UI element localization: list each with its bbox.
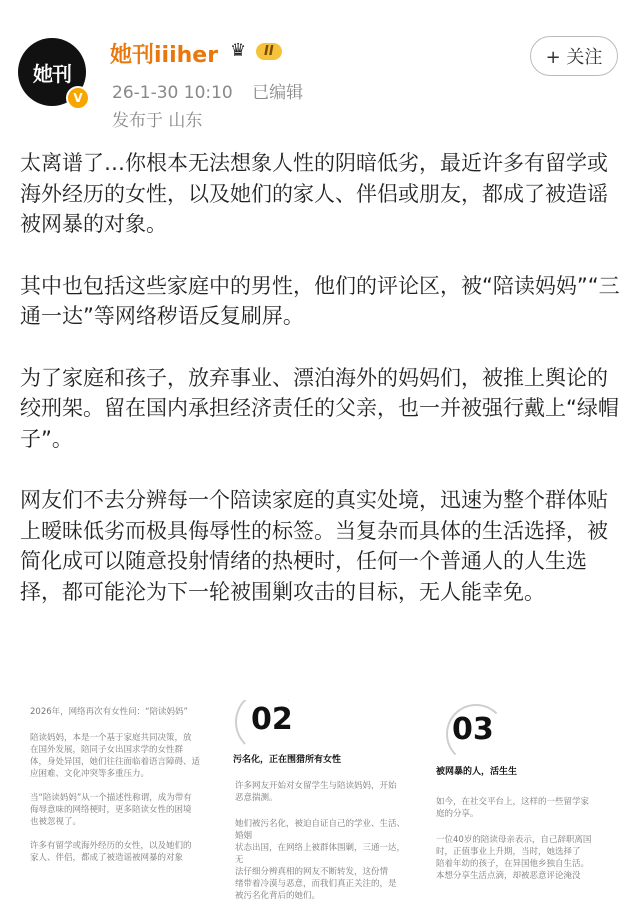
card-text: 陪读妈妈，本是一个基于家庭共同决策，放 [30, 733, 192, 743]
card-text: 应困难、文化冲突等多重压力。 [30, 769, 150, 779]
card-number: 03 [452, 712, 494, 747]
avatar-text: 她刊 [33, 61, 71, 86]
paragraph: 其中也包括这些家庭中的男性，他们的评论区，被“陪读妈妈”“三通一达”等网络秽语反复刷屏。 [20, 273, 620, 328]
card-text: 恶意揣测。 [235, 793, 278, 803]
card-text: 在国外发展，陪同子女出国求学的女性群 [30, 745, 184, 755]
card-text: 当“陪读妈妈”从一个描述性称谓，成为带有 [30, 793, 192, 803]
card-text: 2026年，网络再次有女性问：“陪读妈妈” [30, 707, 188, 717]
card-text: 陪着年幼的孩子，在异国他乡独自生活。 [436, 859, 590, 869]
card-text: 体，身处异国，她们往往面临着语言障碍、适 [30, 757, 201, 767]
card-text: 法仔细分辨真相的网友不断转发，这份情 [235, 867, 389, 877]
follow-button[interactable]: + 关注 [530, 36, 618, 76]
card-subtitle: 污名化，正在围猎所有女性 [233, 755, 342, 765]
card-text: 许多网友开始对女留学生与陪读妈妈，开始 [235, 781, 397, 791]
card-text: 许多有留学或海外经历的女性，以及她们的 [30, 841, 192, 851]
level-badge [230, 40, 282, 62]
card-text: 绪带着冷漠与恶意，而我们真正关注的，是 [235, 879, 397, 889]
verified-icon: V [66, 86, 90, 110]
card-text: 如今，在社交平台上，这样的一些留学家 [436, 797, 590, 807]
card-text: 被污名化背后的她们。 [235, 891, 321, 901]
image-card-2[interactable] [225, 700, 420, 908]
card-text: 时，正值事业上升期，当时，她选择了 [436, 847, 581, 857]
paragraph: 为了家庭和孩子，放弃事业、漂泊海外的妈妈们，被推上舆论的绞刑架。留在国内承担经济责任的父亲，也一并被强行戴上“绿帽子”。 [20, 365, 619, 451]
image-card-3[interactable] [428, 700, 633, 908]
location: 发布于 山东 [112, 111, 203, 131]
card-text: 本想分享生活点滴，却被恶意评论淹没 [436, 871, 581, 881]
card-text: 她们被污名化，被迫自证自己的学业、生活、婚姻 [235, 819, 406, 841]
paragraph: 网友们不去分辨每一个陪读家庭的真实处境，迅速为整个群体贴上暧昧低劣而极具侮辱性的标签。当复杂而具体的生活选择，被简化成可以随意投射情绪的热梗时，任何一个普通人的人生选择，都可能沦为下一轮被围剿攻击的目标，无人能幸免。 [20, 488, 608, 604]
image-card-1[interactable] [10, 700, 215, 908]
post-meta [112, 78, 303, 103]
timestamp: 26-1-30 10:10 [112, 83, 233, 103]
crown-icon: ♛ [230, 40, 247, 61]
card-text: 庭的分享。 [436, 809, 479, 819]
card-subtitle: 被网暴的人，活生生 [436, 767, 518, 777]
card-text: 也被忽视了。 [30, 817, 82, 827]
image-grid [0, 700, 640, 908]
level-tag: II [256, 43, 282, 60]
card-text: 侮辱意味的网络梗时，更多陪读女性的困境 [30, 805, 192, 815]
card-text: 家人、伴侣，都成了被造谣被网暴的对象 [30, 853, 184, 863]
post-body [20, 148, 620, 638]
card-text: 状态出国，在网络上被群体围剿，三通一达，无 [235, 843, 406, 865]
username[interactable]: 她刊iiiher [110, 43, 219, 68]
paragraph: 太离谱了…你根本无法想象人性的阴暗低劣，最近许多有留学或海外经历的女性，以及她们的家人、伴侣或朋友，都成了被造谣被网暴的对象。 [20, 151, 608, 236]
edited-label: 已编辑 [252, 83, 304, 103]
card-text: 一位40岁的陪读母亲表示，自己辞职离国 [436, 835, 592, 845]
card-number: 02 [251, 702, 293, 737]
